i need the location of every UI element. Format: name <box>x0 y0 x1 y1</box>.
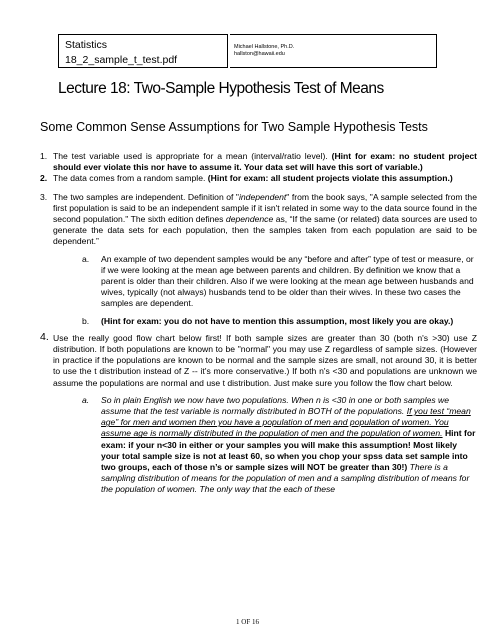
assumptions-list <box>40 151 477 496</box>
item-text: The data comes from a random sample. <box>53 173 208 184</box>
item-text: as, “If the same (or related) data sources are used to generate the data sets for each population, then the samples taken from each population are said to be dependent.” <box>53 214 477 247</box>
sub-item-text-continued: There is a sampling distribution of means for the population of men and a sampling distribution of means for the population of women. The only way that the each of these <box>101 462 470 495</box>
list-item-4 <box>40 330 477 389</box>
sub-item-3b <box>40 316 477 327</box>
item-number: 4. <box>40 330 49 343</box>
exam-hint: (Hint for exam: all student projects violate this assumption.) <box>207 173 453 184</box>
author-email: hallston@hawaii.edu <box>234 51 285 57</box>
file-name: 18_2_sample_t_test.pdf <box>65 54 178 66</box>
sub-item-text: So in plain English we now have two populations. When n is <30 in one or both samples we assume that the test variable is normally distributed in BOTH of the populations. <box>101 394 450 417</box>
item-text: Use the really good flow chart below first! If both sample sizes are greater than 30 (both n's >30) use Z distribution. If both populations are known to be "normal" you may use Z regardless of sample sizes. (However in practice if the populations are known to be normal and the sample sizes are small, not around 30, it is better to use the t distribution instead of Z -- it's more conservative.) If both n's <30 and populations are unknown we assume the populations are normal and use t distribution. Just make sure you follow the flow chart below. <box>53 332 477 388</box>
exam-hint: (Hint for exam: no student project should ever violate this nor have to assume it. Your data set will have this sort of variable.) <box>53 151 477 173</box>
header-course-box <box>58 34 228 68</box>
item-text: " from the book says, "A sample selected from the first population is said to be an independent sample if it isn't related in some way to the data source found in the second population." The sixth edition defines <box>53 191 477 225</box>
underlined-example: If you test “mean age” for men and women then you have a population of men and population of women. You assume age is normally distributed in the population of men and the population of women. <box>101 406 471 439</box>
course-name: Statistics <box>65 39 108 51</box>
item-number: 1. <box>40 151 48 161</box>
page-title: Lecture 18: Two-Sample Hypothesis Test of Means <box>58 80 384 97</box>
sub-item-4a <box>40 395 477 496</box>
list-item-3 <box>40 192 477 248</box>
header-author-box <box>230 34 437 68</box>
list-item-1 <box>40 151 477 173</box>
item-text: The test variable used is appropriate for a mean (interval/ratio level). <box>53 151 332 161</box>
exam-hint: Hint for exam: if your n<30 in either or your samples you will make this assumption! Most likely your total sample size is not at least 60, so when you chop your spss data set sample into two groups, each of those n’s or sample sizes will NOT be greater than 30!) <box>101 428 476 473</box>
page-number: 1 OF 16 <box>236 618 259 626</box>
item-number: 3. <box>40 191 48 202</box>
sub-item-letter: b. <box>82 315 90 326</box>
sub-item-text: An example of two dependent samples would be any “before and after” type of test or measure, or if we were looking at the mean age between parents and children. By definition we know that a parent is older than their children. Also if we were looking at the mean age between husbands and wives, typically (not always) husbands tend to be older than their wives. In these two cases the samples are dependent. <box>101 253 474 309</box>
sub-item-letter: a. <box>82 394 90 405</box>
section-heading: Some Common Sense Assumptions for Two Sample Hypothesis Tests <box>40 120 428 134</box>
list-item-2 <box>40 173 477 184</box>
item-text: The two samples are independent. Definition of " <box>53 191 239 202</box>
sub-item-3a <box>40 254 477 310</box>
term-independent: independent <box>238 191 287 202</box>
term-dependence: dependence <box>225 214 274 225</box>
item-number: 2. <box>40 173 48 184</box>
author-name: Michael Hallstone, Ph.D. <box>234 44 295 50</box>
exam-hint: (Hint for exam: you do not have to mention this assumption, most likely you are okay.) <box>101 315 454 326</box>
sub-item-letter: a. <box>82 253 90 264</box>
